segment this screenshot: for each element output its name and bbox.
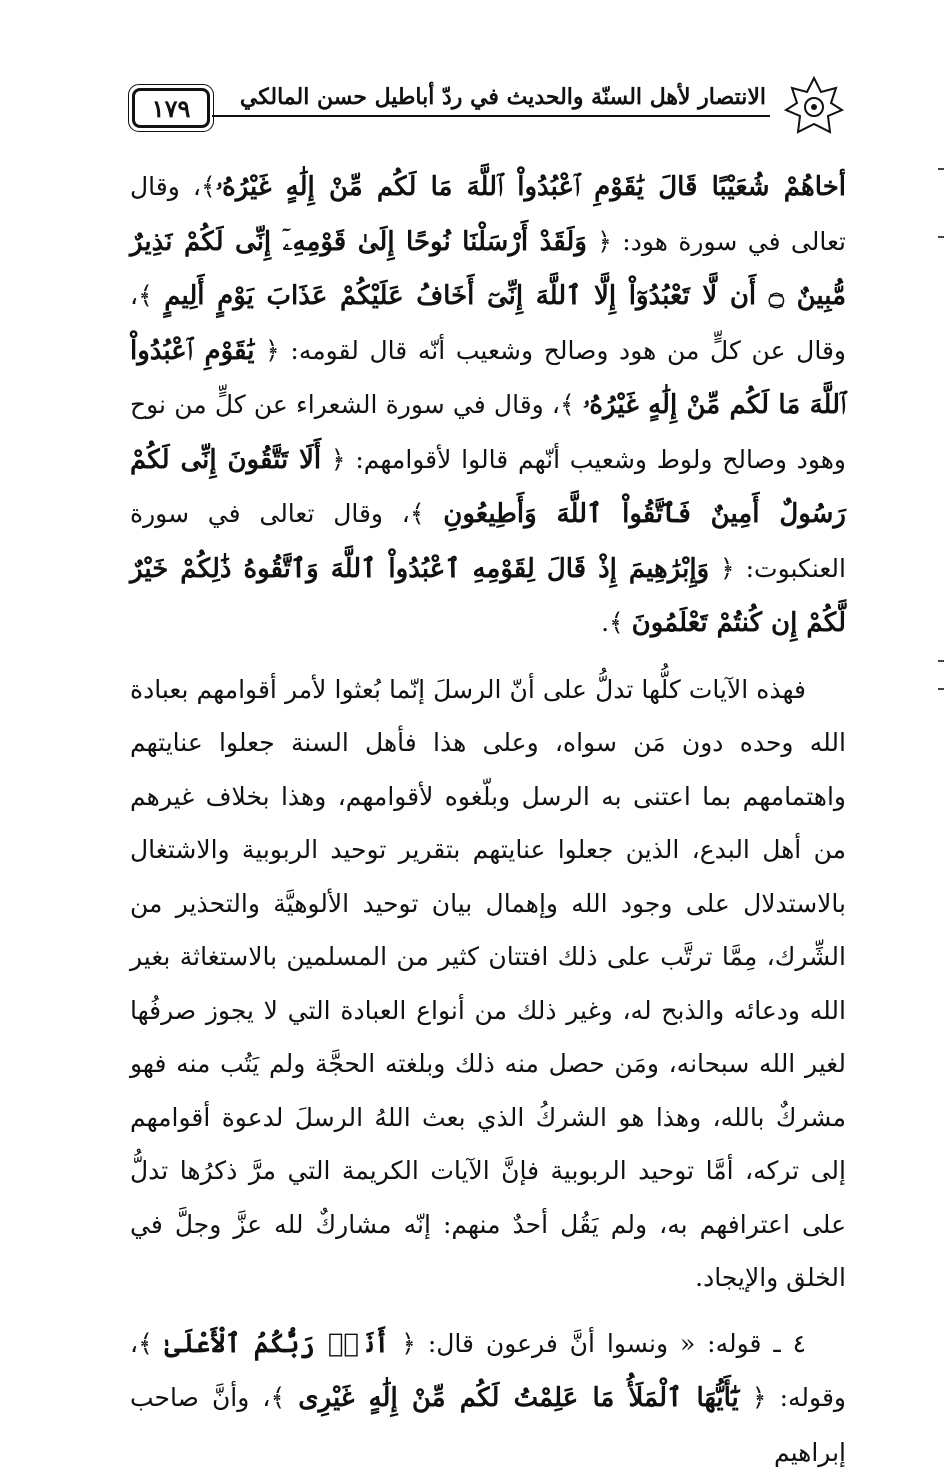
page-body — [130, 160, 846, 1479]
margin-mark — [938, 660, 944, 662]
quran-verse: أَنَا۠ رَبُّكُمُ ٱلْأَعْلَىٰ — [165, 1329, 390, 1359]
margin-mark — [938, 168, 944, 170]
page-header — [132, 72, 862, 148]
margin-mark — [938, 688, 944, 690]
quran-verse: يَٰٓأَيُّهَا ٱلْمَلَأُ مَا عَلِمْتُ لَكُم مِّنْ إِلَٰهٍ غَيْرِى — [298, 1383, 739, 1413]
quran-verse: أخاهُمْ شُعَيْبًا قَالَ يَٰقَوْمِ ٱعْبُدُواْ ٱللَّهَ مَا لَكُم مِّنْ إِلَٰهٍ غَيْرُهُۥ — [216, 172, 846, 202]
margin-mark — [938, 236, 944, 238]
quran-verse: أَلَا تَتَّقُونَ إِنِّى لَكُمْ رَسُولٌ أَمِينٌ فَٱتَّقُواْ ٱللَّهَ وَأَطِيعُونِ — [130, 445, 846, 530]
eight-point-star-icon — [784, 76, 844, 136]
quran-verse: يَٰقَوْمِ ٱعْبُدُواْ ٱللَّهَ مَا لَكُم مِّنْ إِلَٰهٍ غَيْرُهُۥ — [130, 336, 846, 421]
running-title: الانتصار لأهل السنّة والحديث في ردّ أباطيل حسن المالكي — [240, 84, 766, 110]
page-number: ١٧٩ — [132, 88, 210, 128]
text-run: ٤ ـ قوله: « ونسوا أنَّ فرعون قال: ﴿ — [389, 1329, 806, 1358]
paragraph-verses — [130, 160, 846, 651]
quran-verse: وَلَقَدْ أَرْسَلْنَا نُوحًا إِلَىٰ قَوْمِهِۦٓ إِنِّى لَكُمْ نَذِيرٌ مُّبِينٌ ۝ أَن لَّا تَعْبُدُوٓاْ إِلَّا ٱللَّهَ إِنِّىٓ أَخَافُ عَلَيْكُمْ عَذَابَ يَوْمٍ أَلِيمٍ — [130, 227, 846, 312]
text-run: ﴾، وقال تعالى في سورة العنكبوت: ﴿ — [130, 499, 846, 583]
text-run: ﴾، وأنَّ صاحب إبراهيم — [130, 1383, 846, 1467]
text-run: ﴾، وقال تعالى في سورة هود: ﴿ — [130, 172, 846, 256]
paragraph-commentary: فهذه الآيات كلُّها تدلُّ على أنّ الرسلَ إنّما بُعثوا لأمر أقوامهم بعبادة الله وحده دون مَن سواه، وعلى هذا فأهل السنة جعلوا عنايتهم واهتمامهم بما اعتنى به الرسل وبلّغوه لأقوامهم، وهذا بخلاف غيرهم من أهل البدع، الذين جعلوا عنايتهم بتقرير توحيد الربوبية والاشتغال بالاستدلال على وجود الله وإهمال بيان توحيد الألوهيَّة والتحذير من الشِّرك، مِمَّا ترتَّب على ذلك افتتان كثير من المسلمين بالاستغاثة بغير الله ودعائه والذبح له، وغير ذلك من أنواع العبادة التي لا يجوز صرفُها لغير الله سبحانه، ومَن حصل منه ذلك وبلغته الحجَّة ولم يَتُب منه فهو مشركٌ بالله، وهذا هو الشركُ الذي بعث اللهُ الرسلَ لدعوة أقوامهم إلى تركه، أمَّا توحيد الربوبية فإنَّ الآيات الكريمة التي مرَّ ذكرُها تدلُّ على اعترافهم به، ولم يَقُل أحدٌ منهم: إنّه مشاركٌ لله عزَّ وجلَّ في الخلق والإيجاد. — [130, 663, 846, 1305]
text-run: ﴾، وقال في سورة الشعراء عن كلٍّ من نوح وهود وصالح ولوط وشعيب أنّهم قالوا لأقوامهم: ﴿ — [130, 390, 846, 474]
header-rule — [212, 115, 770, 117]
quran-verse: وَإِبْرَٰهِيمَ إِذْ قَالَ لِقَوْمِهِ ٱعْبُدُواْ ٱللَّهَ وَٱتَّقُوهُ ذَٰلِكُمْ خَيْرٌ لَّكُمْ إِن كُنتُمْ تَعْلَمُونَ — [130, 554, 846, 639]
text-run: ﴾. — [601, 608, 632, 637]
text-run: ﴾، وقال عن كلٍّ من هود وصالح وشعيب أنّه قال لقومه: ﴿ — [130, 281, 846, 365]
paragraph-point-4 — [130, 1317, 846, 1479]
text-run: ﴾، وقوله: ﴿ — [130, 1329, 846, 1413]
